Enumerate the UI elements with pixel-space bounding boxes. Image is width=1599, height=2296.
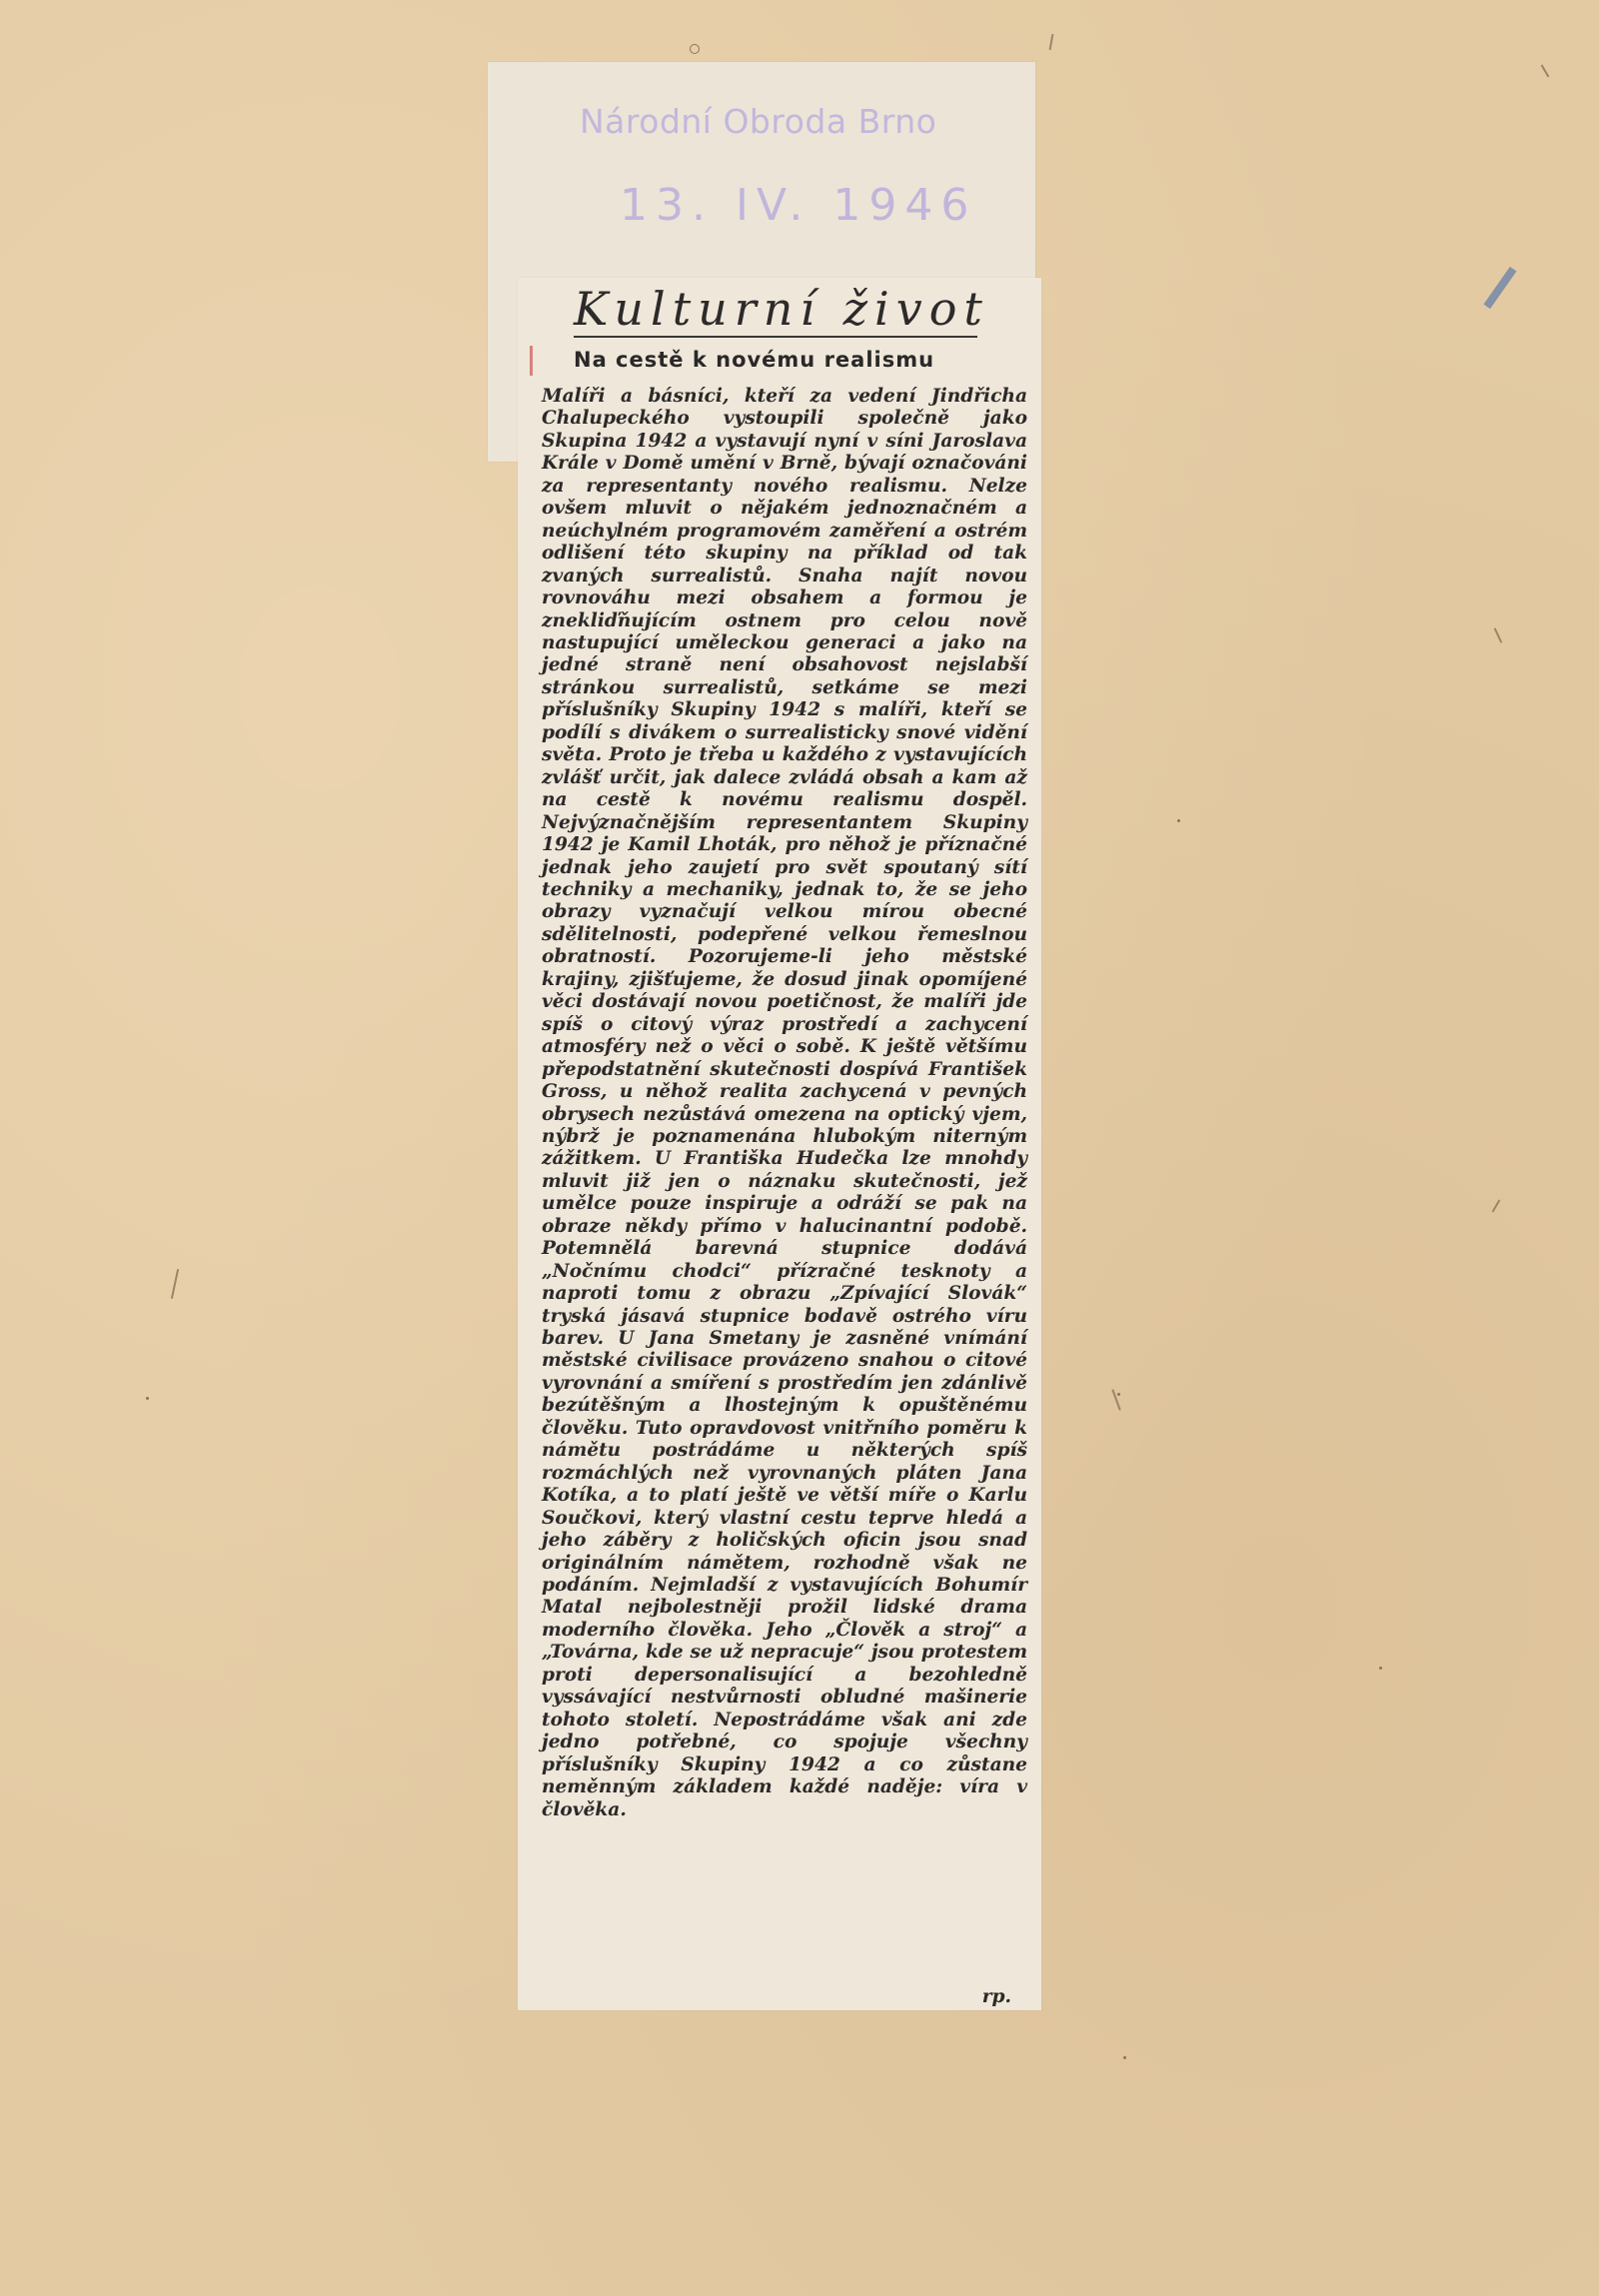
title-rule	[574, 336, 977, 338]
paper-speck	[1379, 1667, 1382, 1670]
paper-speck	[146, 1397, 149, 1400]
newspaper-stamp: Národní Obroda Brno	[580, 102, 937, 141]
author-signature: rp.	[981, 1986, 1011, 2007]
paper-fiber	[171, 1269, 179, 1299]
paper-fiber	[1541, 64, 1550, 77]
stamp-date: 13. IV. 1946	[620, 180, 977, 231]
section-title: Kulturní život	[574, 282, 989, 336]
paper-speck	[1177, 819, 1180, 822]
paper-speck	[690, 44, 700, 54]
paper-speck	[1117, 1393, 1120, 1396]
article-body: Malíři a básníci, kteří za vedení Jindřicha Chalupeckého vystoupili společně jako Skupina 1942 a vystavují nyní v síni Jaroslava Krále v Domě umění v Brně, bývají označováni za representanty nového realismu. Nelze ovšem mluvit o nějakém jednoznačném a neúchylném programovém zaměření a ostrém odlišení této skupiny na příklad od tak zvaných surrealistů. Snaha najít novou rovnováhu mezi obsahem a formou je znekliďňujícím ostnem pro celou nově nastupující uměleckou generaci a jako na jedné straně není obsahovost nejslabší stránkou surrealistů, setkáme se mezi příslušníky Skupiny 1942 s malíři, kteří se podílí s divákem o surrealisticky snové vidění světa. Proto je třeba u každého z vystavujících zvlášť určit, jak dalece zvládá obsah a kam až na cestě k novému realismu dospěl. Nejvýznačnějším representantem Skupiny 1942 je Kamil Lhoták, pro něhož je příznačné jednak jeho zaujetí pro svět spoutaný sítí techniky a mechaniky, jednak to, že se jeho obrazy vyznačují velkou mírou obecné sdělitelnosti, podepřené velkou řemeslnou obratností. Pozorujeme-li jeho městské krajiny, zjišťujeme, že dosud jinak opomíjené věci dostávají novou poetičnost, že malíři jde spíš o citový výraz prostředí a zachycení atmosféry než o věci o sobě. K ještě většímu přepodstatnění skutečnosti dospívá František Gross, u něhož realita zachycená v pevných obrysech nezůstává omezena na optický vjem, nýbrž je poznamenána hlubokým niterným zážitkem. U Františka Hudečka lze mnohdy mluvit již jen o náznaku skutečnosti, jež umělce pouze inspiruje a odráží se pak na obraze někdy přímo v halucinantní podobě. Potemnělá barevná stupnice dodává „Nočnímu chodci“ přízračné tesknoty a naproti tomu z obrazu „Zpívající Slovák“ tryská jásavá stupnice bodavě ostrého víru barev. U Jana Smetany je zasněné vnímání městské civilisace provázeno snahou o citové vyrovnání a smíření s prostředím jen zdánlivě bezútěšným a lhostejným k opuštěnému člověku. Tuto opravdovost vnitřního poměru k námětu postrádáme u některých spíš rozmáchlých než vyrovnaných pláten Jana Kotíka, a to platí ještě ve větší míře o Karlu Součkovi, který vlastní cestu teprve hledá a jeho záběry z holičských oficin jsou snad originálním námětem, rozhodně však ne podáním. Nejmladší z vystavujících Bohumír Matal nejbolestněji prožil lidské drama moderního člověka. Jeho „Člověk a stroj“ a „Továrna, kde se už nepracuje“ jsou protestem proti depersonalisující a bezohledně vyssávající nestvůrnosti obludné mašinerie tohoto století. Nepostrádáme však ani zde jedno potřebné, co spojuje všechny příslušníky Skupiny 1942 a co zůstane neměnným základem každé naděje: víra v člověka.	[542, 386, 1027, 1820]
newspaper-clipping	[518, 278, 1041, 2010]
paper-fiber	[1049, 34, 1054, 50]
article-headline: Na cestě k novému realismu	[574, 348, 935, 372]
paper-fiber	[1492, 1199, 1501, 1212]
paper-speck	[1123, 2056, 1126, 2059]
red-pencil-mark	[530, 346, 533, 376]
paper-fiber	[1494, 627, 1503, 642]
